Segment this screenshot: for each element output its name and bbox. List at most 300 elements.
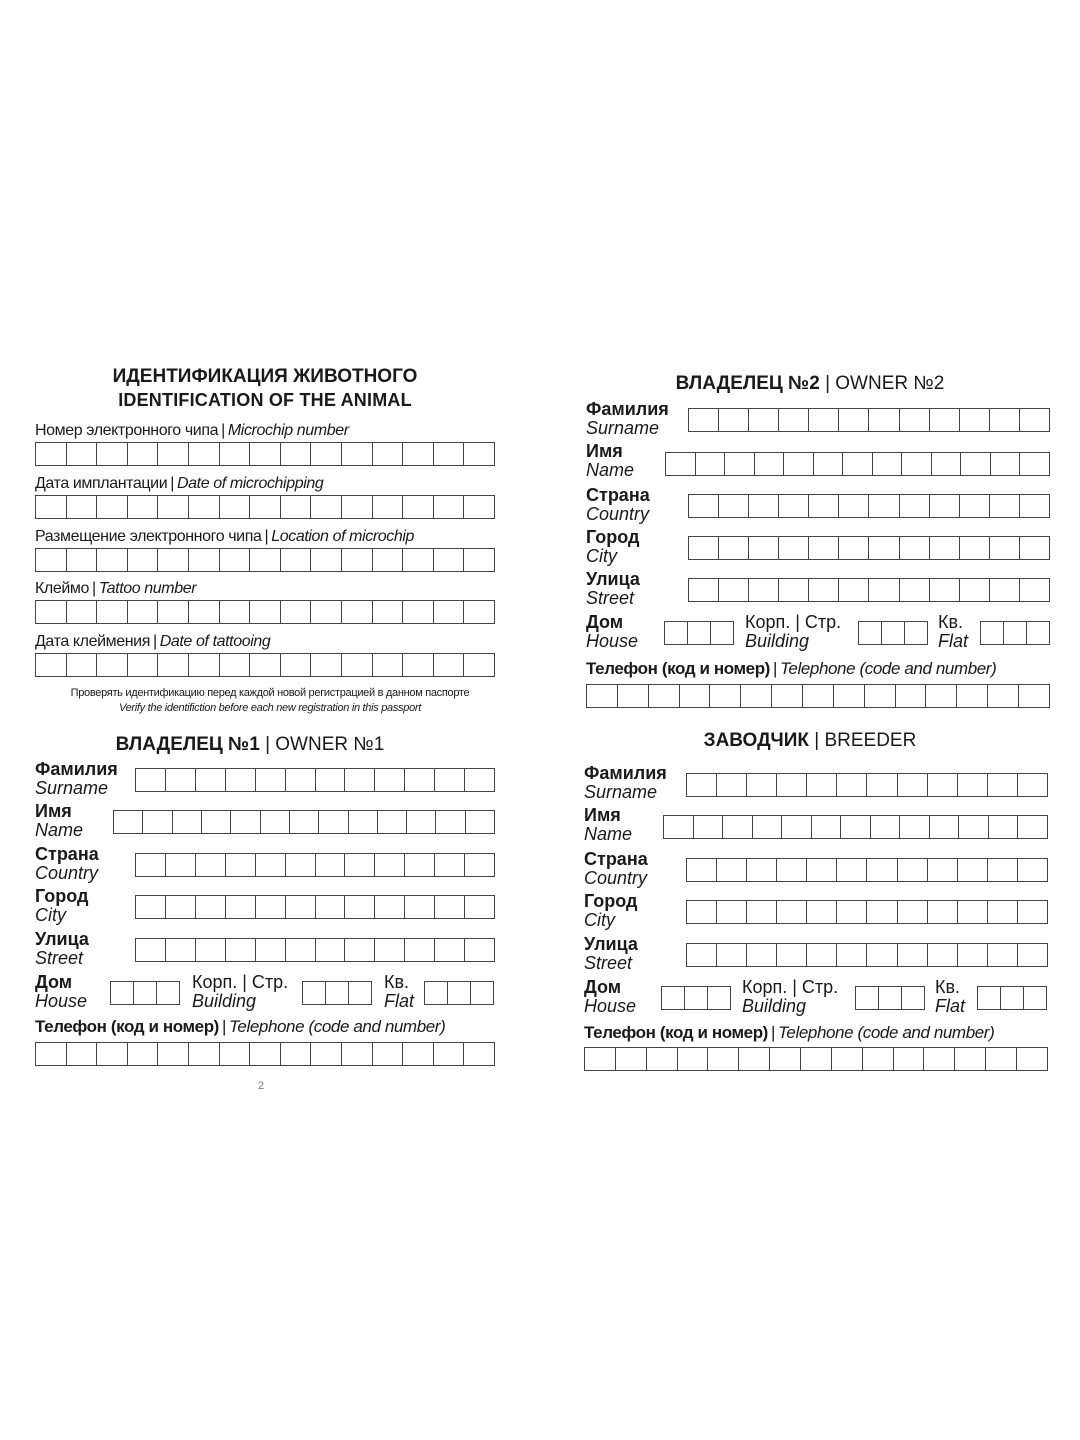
char-box[interactable] <box>695 452 725 476</box>
char-box[interactable] <box>348 981 372 1005</box>
char-box[interactable] <box>778 408 808 432</box>
char-box[interactable] <box>957 943 987 967</box>
char-box[interactable] <box>957 900 987 924</box>
char-box[interactable] <box>110 981 133 1005</box>
char-box[interactable] <box>897 773 927 797</box>
char-box[interactable] <box>866 773 896 797</box>
char-box[interactable] <box>840 815 870 839</box>
char-box[interactable] <box>404 768 434 792</box>
char-box[interactable] <box>372 548 403 572</box>
char-box[interactable] <box>769 1047 800 1071</box>
char-box[interactable] <box>868 536 898 560</box>
microchip-date-field[interactable] <box>35 495 495 519</box>
char-box[interactable] <box>901 452 931 476</box>
char-box[interactable] <box>195 938 225 962</box>
char-box[interactable] <box>433 600 464 624</box>
char-box[interactable] <box>315 895 345 919</box>
char-box[interactable] <box>374 853 404 877</box>
char-box[interactable] <box>464 938 495 962</box>
char-box[interactable] <box>617 684 648 708</box>
char-box[interactable] <box>66 495 97 519</box>
char-box[interactable] <box>987 773 1017 797</box>
char-box[interactable] <box>374 768 404 792</box>
char-box[interactable] <box>987 900 1017 924</box>
char-box[interactable] <box>836 773 866 797</box>
char-box[interactable] <box>318 810 347 834</box>
char-box[interactable] <box>66 442 97 466</box>
char-box[interactable] <box>219 442 250 466</box>
owner1-telephone-field[interactable] <box>35 1042 495 1066</box>
char-box[interactable] <box>433 653 464 677</box>
char-box[interactable] <box>374 938 404 962</box>
char-box[interactable] <box>135 768 165 792</box>
char-box[interactable] <box>219 548 250 572</box>
char-box[interactable] <box>433 495 464 519</box>
char-box[interactable] <box>716 943 746 967</box>
owner1-surname-field[interactable] <box>135 768 495 792</box>
char-box[interactable] <box>977 986 1000 1010</box>
char-box[interactable] <box>1017 773 1048 797</box>
char-box[interactable] <box>677 1047 708 1071</box>
char-box[interactable] <box>348 810 377 834</box>
char-box[interactable] <box>285 768 315 792</box>
char-box[interactable] <box>402 1042 433 1066</box>
char-box[interactable] <box>372 442 403 466</box>
microchip-location-field[interactable] <box>35 548 495 572</box>
char-box[interactable] <box>836 858 866 882</box>
char-box[interactable] <box>127 442 158 466</box>
char-box[interactable] <box>315 768 345 792</box>
char-box[interactable] <box>127 653 158 677</box>
char-box[interactable] <box>133 981 156 1005</box>
char-box[interactable] <box>255 895 285 919</box>
char-box[interactable] <box>990 452 1020 476</box>
char-box[interactable] <box>776 858 806 882</box>
char-box[interactable] <box>465 810 495 834</box>
char-box[interactable] <box>404 938 434 962</box>
char-box[interactable] <box>35 442 66 466</box>
char-box[interactable] <box>66 1042 97 1066</box>
char-box[interactable] <box>881 621 904 645</box>
char-box[interactable] <box>802 684 833 708</box>
char-box[interactable] <box>746 858 776 882</box>
char-box[interactable] <box>901 986 925 1010</box>
char-box[interactable] <box>135 938 165 962</box>
char-box[interactable] <box>838 408 868 432</box>
char-box[interactable] <box>447 981 470 1005</box>
breeder-house-field[interactable] <box>661 986 731 1010</box>
char-box[interactable] <box>806 943 836 967</box>
char-box[interactable] <box>897 943 927 967</box>
char-box[interactable] <box>341 495 372 519</box>
char-box[interactable] <box>724 452 754 476</box>
char-box[interactable] <box>985 1047 1016 1071</box>
char-box[interactable] <box>255 853 285 877</box>
char-box[interactable] <box>1000 986 1023 1010</box>
char-box[interactable] <box>831 1047 862 1071</box>
char-box[interactable] <box>377 810 406 834</box>
breeder-country-field[interactable] <box>686 858 1048 882</box>
char-box[interactable] <box>113 810 142 834</box>
char-box[interactable] <box>959 494 989 518</box>
char-box[interactable] <box>838 494 868 518</box>
char-box[interactable] <box>806 900 836 924</box>
char-box[interactable] <box>688 578 718 602</box>
char-box[interactable] <box>925 684 956 708</box>
char-box[interactable] <box>957 773 987 797</box>
char-box[interactable] <box>1019 494 1050 518</box>
owner1-city-field[interactable] <box>135 895 495 919</box>
owner1-name-field[interactable] <box>113 810 495 834</box>
char-box[interactable] <box>402 600 433 624</box>
char-box[interactable] <box>927 773 957 797</box>
char-box[interactable] <box>96 653 127 677</box>
char-box[interactable] <box>1023 986 1047 1010</box>
char-box[interactable] <box>718 408 748 432</box>
char-box[interactable] <box>463 1042 495 1066</box>
char-box[interactable] <box>310 495 341 519</box>
char-box[interactable] <box>35 1042 66 1066</box>
char-box[interactable] <box>464 768 495 792</box>
char-box[interactable] <box>686 773 716 797</box>
char-box[interactable] <box>344 853 374 877</box>
char-box[interactable] <box>693 815 723 839</box>
char-box[interactable] <box>980 621 1003 645</box>
char-box[interactable] <box>709 684 740 708</box>
char-box[interactable] <box>707 986 731 1010</box>
char-box[interactable] <box>1017 943 1048 967</box>
char-box[interactable] <box>959 536 989 560</box>
char-box[interactable] <box>464 895 495 919</box>
char-box[interactable] <box>679 684 710 708</box>
char-box[interactable] <box>463 548 495 572</box>
char-box[interactable] <box>688 408 718 432</box>
owner1-flat-field[interactable] <box>424 981 494 1005</box>
char-box[interactable] <box>35 548 66 572</box>
char-box[interactable] <box>310 548 341 572</box>
char-box[interactable] <box>646 1047 677 1071</box>
char-box[interactable] <box>344 938 374 962</box>
char-box[interactable] <box>687 621 710 645</box>
char-box[interactable] <box>230 810 259 834</box>
char-box[interactable] <box>868 408 898 432</box>
char-box[interactable] <box>664 621 687 645</box>
char-box[interactable] <box>929 578 959 602</box>
char-box[interactable] <box>927 900 957 924</box>
char-box[interactable] <box>864 684 895 708</box>
char-box[interactable] <box>165 853 195 877</box>
char-box[interactable] <box>463 653 495 677</box>
owner2-country-field[interactable] <box>688 494 1050 518</box>
char-box[interactable] <box>325 981 348 1005</box>
char-box[interactable] <box>781 815 811 839</box>
char-box[interactable] <box>463 442 495 466</box>
char-box[interactable] <box>838 578 868 602</box>
owner2-name-field[interactable] <box>665 452 1050 476</box>
char-box[interactable] <box>661 986 684 1010</box>
char-box[interactable] <box>225 938 255 962</box>
char-box[interactable] <box>989 578 1019 602</box>
char-box[interactable] <box>989 494 1019 518</box>
char-box[interactable] <box>808 408 838 432</box>
char-box[interactable] <box>157 548 188 572</box>
char-box[interactable] <box>710 621 734 645</box>
char-box[interactable] <box>280 548 311 572</box>
char-box[interactable] <box>778 494 808 518</box>
char-box[interactable] <box>615 1047 646 1071</box>
char-box[interactable] <box>96 442 127 466</box>
char-box[interactable] <box>923 1047 954 1071</box>
char-box[interactable] <box>35 653 66 677</box>
char-box[interactable] <box>833 684 864 708</box>
char-box[interactable] <box>195 768 225 792</box>
char-box[interactable] <box>225 853 255 877</box>
char-box[interactable] <box>806 773 836 797</box>
char-box[interactable] <box>1016 1047 1048 1071</box>
char-box[interactable] <box>402 548 433 572</box>
char-box[interactable] <box>433 1042 464 1066</box>
char-box[interactable] <box>255 768 285 792</box>
owner2-city-field[interactable] <box>688 536 1050 560</box>
char-box[interactable] <box>280 495 311 519</box>
char-box[interactable] <box>66 600 97 624</box>
char-box[interactable] <box>434 768 464 792</box>
char-box[interactable] <box>778 536 808 560</box>
char-box[interactable] <box>188 442 219 466</box>
char-box[interactable] <box>748 494 778 518</box>
breeder-building-field[interactable] <box>855 986 925 1010</box>
char-box[interactable] <box>956 684 987 708</box>
char-box[interactable] <box>836 943 866 967</box>
char-box[interactable] <box>344 895 374 919</box>
char-box[interactable] <box>341 442 372 466</box>
char-box[interactable] <box>310 442 341 466</box>
char-box[interactable] <box>96 600 127 624</box>
owner1-house-field[interactable] <box>110 981 180 1005</box>
char-box[interactable] <box>688 494 718 518</box>
char-box[interactable] <box>855 986 878 1010</box>
char-box[interactable] <box>929 536 959 560</box>
char-box[interactable] <box>987 684 1018 708</box>
char-box[interactable] <box>722 815 752 839</box>
char-box[interactable] <box>341 548 372 572</box>
char-box[interactable] <box>800 1047 831 1071</box>
char-box[interactable] <box>960 452 990 476</box>
char-box[interactable] <box>808 578 838 602</box>
char-box[interactable] <box>372 1042 403 1066</box>
char-box[interactable] <box>738 1047 769 1071</box>
char-box[interactable] <box>463 495 495 519</box>
char-box[interactable] <box>156 981 180 1005</box>
char-box[interactable] <box>686 943 716 967</box>
char-box[interactable] <box>225 768 255 792</box>
char-box[interactable] <box>688 536 718 560</box>
char-box[interactable] <box>776 773 806 797</box>
char-box[interactable] <box>899 494 929 518</box>
char-box[interactable] <box>135 853 165 877</box>
char-box[interactable] <box>434 853 464 877</box>
breeder-city-field[interactable] <box>686 900 1048 924</box>
char-box[interactable] <box>188 653 219 677</box>
char-box[interactable] <box>285 853 315 877</box>
char-box[interactable] <box>127 495 158 519</box>
char-box[interactable] <box>776 900 806 924</box>
char-box[interactable] <box>1017 900 1048 924</box>
char-box[interactable] <box>862 1047 893 1071</box>
char-box[interactable] <box>740 684 771 708</box>
char-box[interactable] <box>372 495 403 519</box>
char-box[interactable] <box>157 495 188 519</box>
char-box[interactable] <box>866 858 896 882</box>
breeder-name-field[interactable] <box>663 815 1048 839</box>
breeder-street-field[interactable] <box>686 943 1048 967</box>
owner1-building-field[interactable] <box>302 981 372 1005</box>
char-box[interactable] <box>372 600 403 624</box>
microchip-number-field[interactable] <box>35 442 495 466</box>
char-box[interactable] <box>280 1042 311 1066</box>
char-box[interactable] <box>344 768 374 792</box>
char-box[interactable] <box>897 900 927 924</box>
char-box[interactable] <box>748 536 778 560</box>
char-box[interactable] <box>280 442 311 466</box>
char-box[interactable] <box>806 858 836 882</box>
char-box[interactable] <box>260 810 289 834</box>
char-box[interactable] <box>35 495 66 519</box>
char-box[interactable] <box>586 684 617 708</box>
char-box[interactable] <box>249 442 280 466</box>
char-box[interactable] <box>858 621 881 645</box>
char-box[interactable] <box>219 495 250 519</box>
char-box[interactable] <box>1003 621 1026 645</box>
char-box[interactable] <box>302 981 325 1005</box>
char-box[interactable] <box>929 408 959 432</box>
char-box[interactable] <box>838 536 868 560</box>
char-box[interactable] <box>899 578 929 602</box>
char-box[interactable] <box>897 858 927 882</box>
char-box[interactable] <box>127 1042 158 1066</box>
char-box[interactable] <box>584 1047 615 1071</box>
char-box[interactable] <box>463 600 495 624</box>
char-box[interactable] <box>836 900 866 924</box>
char-box[interactable] <box>280 600 311 624</box>
char-box[interactable] <box>1019 452 1050 476</box>
char-box[interactable] <box>899 536 929 560</box>
char-box[interactable] <box>778 578 808 602</box>
char-box[interactable] <box>195 895 225 919</box>
char-box[interactable] <box>249 495 280 519</box>
char-box[interactable] <box>172 810 201 834</box>
char-box[interactable] <box>157 600 188 624</box>
char-box[interactable] <box>249 653 280 677</box>
char-box[interactable] <box>842 452 872 476</box>
char-box[interactable] <box>866 943 896 967</box>
char-box[interactable] <box>406 810 435 834</box>
char-box[interactable] <box>987 858 1017 882</box>
char-box[interactable] <box>783 452 813 476</box>
char-box[interactable] <box>959 578 989 602</box>
char-box[interactable] <box>310 1042 341 1066</box>
char-box[interactable] <box>893 1047 924 1071</box>
char-box[interactable] <box>959 408 989 432</box>
char-box[interactable] <box>1018 684 1050 708</box>
char-box[interactable] <box>811 815 841 839</box>
owner2-house-field[interactable] <box>664 621 734 645</box>
char-box[interactable] <box>165 938 195 962</box>
char-box[interactable] <box>878 986 901 1010</box>
char-box[interactable] <box>157 1042 188 1066</box>
char-box[interactable] <box>746 943 776 967</box>
char-box[interactable] <box>686 858 716 882</box>
char-box[interactable] <box>96 548 127 572</box>
char-box[interactable] <box>188 1042 219 1066</box>
char-box[interactable] <box>219 600 250 624</box>
char-box[interactable] <box>813 452 843 476</box>
char-box[interactable] <box>188 495 219 519</box>
owner2-building-field[interactable] <box>858 621 928 645</box>
owner1-country-field[interactable] <box>135 853 495 877</box>
char-box[interactable] <box>1017 858 1048 882</box>
char-box[interactable] <box>188 548 219 572</box>
char-box[interactable] <box>771 684 802 708</box>
owner2-telephone-field[interactable] <box>586 684 1050 708</box>
char-box[interactable] <box>341 653 372 677</box>
char-box[interactable] <box>433 442 464 466</box>
breeder-surname-field[interactable] <box>686 773 1048 797</box>
char-box[interactable] <box>1017 815 1048 839</box>
char-box[interactable] <box>1019 536 1050 560</box>
char-box[interactable] <box>927 858 957 882</box>
char-box[interactable] <box>249 1042 280 1066</box>
char-box[interactable] <box>219 1042 250 1066</box>
owner2-street-field[interactable] <box>688 578 1050 602</box>
char-box[interactable] <box>957 858 987 882</box>
owner1-street-field[interactable] <box>135 938 495 962</box>
char-box[interactable] <box>989 536 1019 560</box>
char-box[interactable] <box>434 938 464 962</box>
char-box[interactable] <box>929 815 959 839</box>
char-box[interactable] <box>66 548 97 572</box>
char-box[interactable] <box>315 853 345 877</box>
char-box[interactable] <box>157 653 188 677</box>
owner2-flat-field[interactable] <box>980 621 1050 645</box>
char-box[interactable] <box>868 494 898 518</box>
char-box[interactable] <box>404 853 434 877</box>
char-box[interactable] <box>249 548 280 572</box>
char-box[interactable] <box>165 895 195 919</box>
char-box[interactable] <box>1019 578 1050 602</box>
char-box[interactable] <box>35 600 66 624</box>
char-box[interactable] <box>746 773 776 797</box>
char-box[interactable] <box>1019 408 1050 432</box>
char-box[interactable] <box>931 452 961 476</box>
char-box[interactable] <box>718 536 748 560</box>
char-box[interactable] <box>341 600 372 624</box>
char-box[interactable] <box>464 853 495 877</box>
char-box[interactable] <box>142 810 171 834</box>
char-box[interactable] <box>748 578 778 602</box>
char-box[interactable] <box>954 1047 985 1071</box>
char-box[interactable] <box>686 900 716 924</box>
char-box[interactable] <box>372 653 403 677</box>
char-box[interactable] <box>127 548 158 572</box>
char-box[interactable] <box>1026 621 1050 645</box>
char-box[interactable] <box>718 494 748 518</box>
char-box[interactable] <box>201 810 230 834</box>
char-box[interactable] <box>225 895 255 919</box>
char-box[interactable] <box>255 938 285 962</box>
char-box[interactable] <box>402 442 433 466</box>
char-box[interactable] <box>289 810 318 834</box>
